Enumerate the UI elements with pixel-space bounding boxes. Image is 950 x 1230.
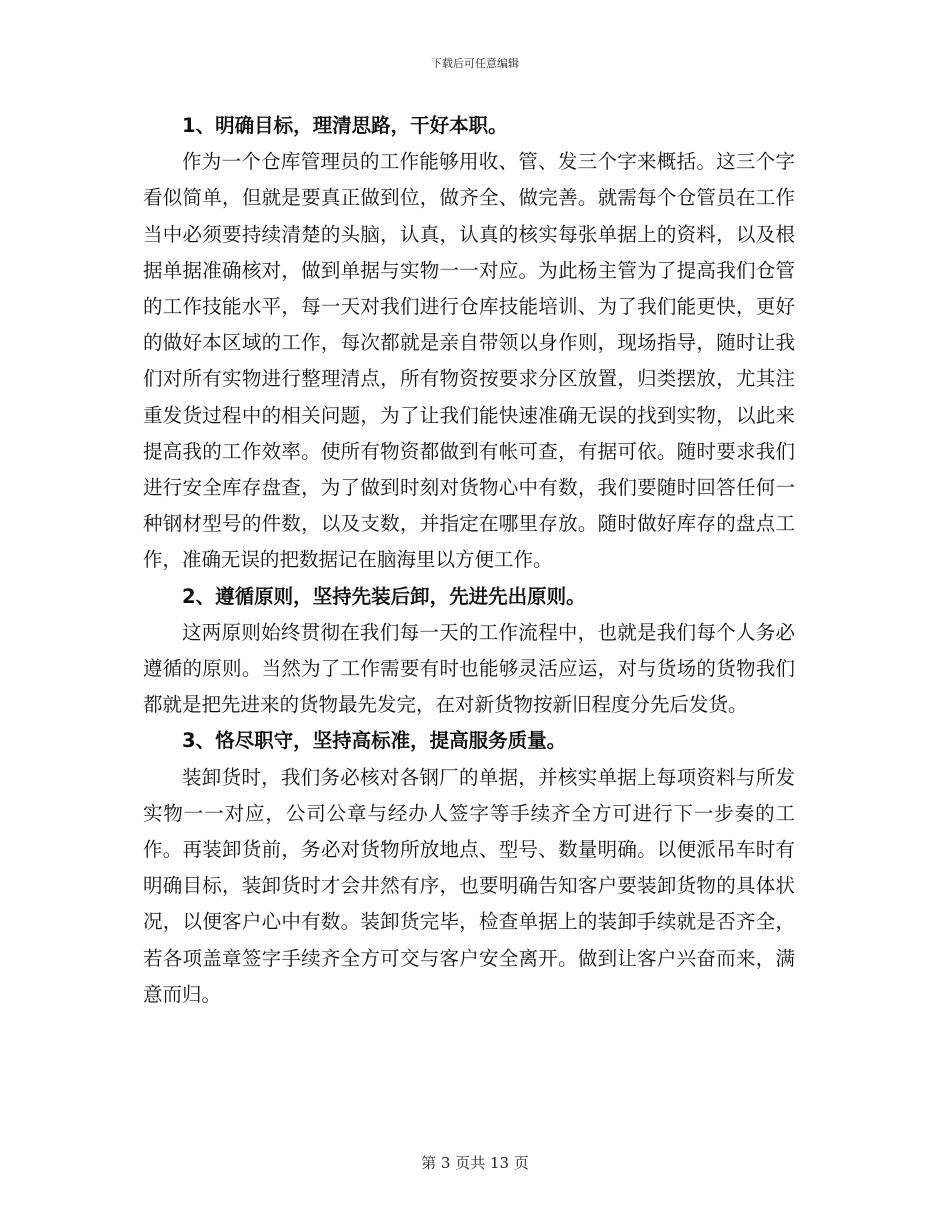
section-paragraph-1: 作为一个仓库管理员的工作能够用收、管、发三个字来概括。这三个字看似简单，但就是要真正做到位，做齐全、做完善。就需每个仓管员在工作当中必须要持续清楚的头脑，认真，认真的核实每张单据上的资料，以及根据单据准确核对，做到单据与实物一一对应。为此杨主管为了提高我们仓管的工作技能水平，每一天对我们进行仓库技能培训、为了我们能更快，更好的做好本区域的工作，每次都就是亲自带领以身作则，现场指导，随时让我们对所有实物进行整理清点，所有物资按要求分区放置，归类摆放，尤其注重发货过程中的相关问题，为了让我们能快速准确无误的找到实物，以此来提高我的工作效率。使所有物资都做到有帐可查，有据可依。随时要求我们进行安全库存盘查，为了做到时刻对货物心中有数，我们要随时回答任何一种钢材型号的件数，以及支数，并指定在哪里存放。随时做好库存的盘点工作，准确无误的把数据记在脑海里以方便工作。 bbox=[143, 150, 795, 572]
section-heading-1: 1、明确目标，理清思路，干好本职。 bbox=[182, 114, 508, 137]
section-heading-3: 3、恪尽职守，坚持高标准，提高服务质量。 bbox=[182, 729, 567, 753]
section-paragraph-2: 这两原则始终贯彻在我们每一天的工作流程中，也就是我们每个人务必遵循的原则。当然为了工作需要有时也能够灵活应运，对与货场的货物我们都就是把先进来的货物最先发完，在对新货物按新旧程度分先后发货。 bbox=[143, 620, 795, 717]
page-header: 下载后可任意编辑 bbox=[431, 57, 519, 70]
page-number: 第 3 页共 13 页 bbox=[421, 1154, 529, 1172]
section-paragraph-3: 装卸货时，我们务必核对各钢厂的单据，并核实单据上每项资料与所发实物一一对应，公司公章与经办人签字等手续齐全方可进行下一步奏的工作。再装卸货前，务必对货物所放地点、型号、数量明确。以便派吊车时有明确目标，装卸货时才会井然有序，也要明确告知客户要装卸货物的具体状况，以便客户心中有数。装卸货完毕，检查单据上的装卸手续就是否齐全，若各项盖章签字手续齐全方可交与客户安全离开。做到让客户兴奋而来，满意而归。 bbox=[143, 765, 795, 1006]
section-heading-2: 2、遵循原则，坚持先装后卸，先进先出原则。 bbox=[182, 584, 586, 608]
document-body bbox=[143, 108, 795, 1013]
